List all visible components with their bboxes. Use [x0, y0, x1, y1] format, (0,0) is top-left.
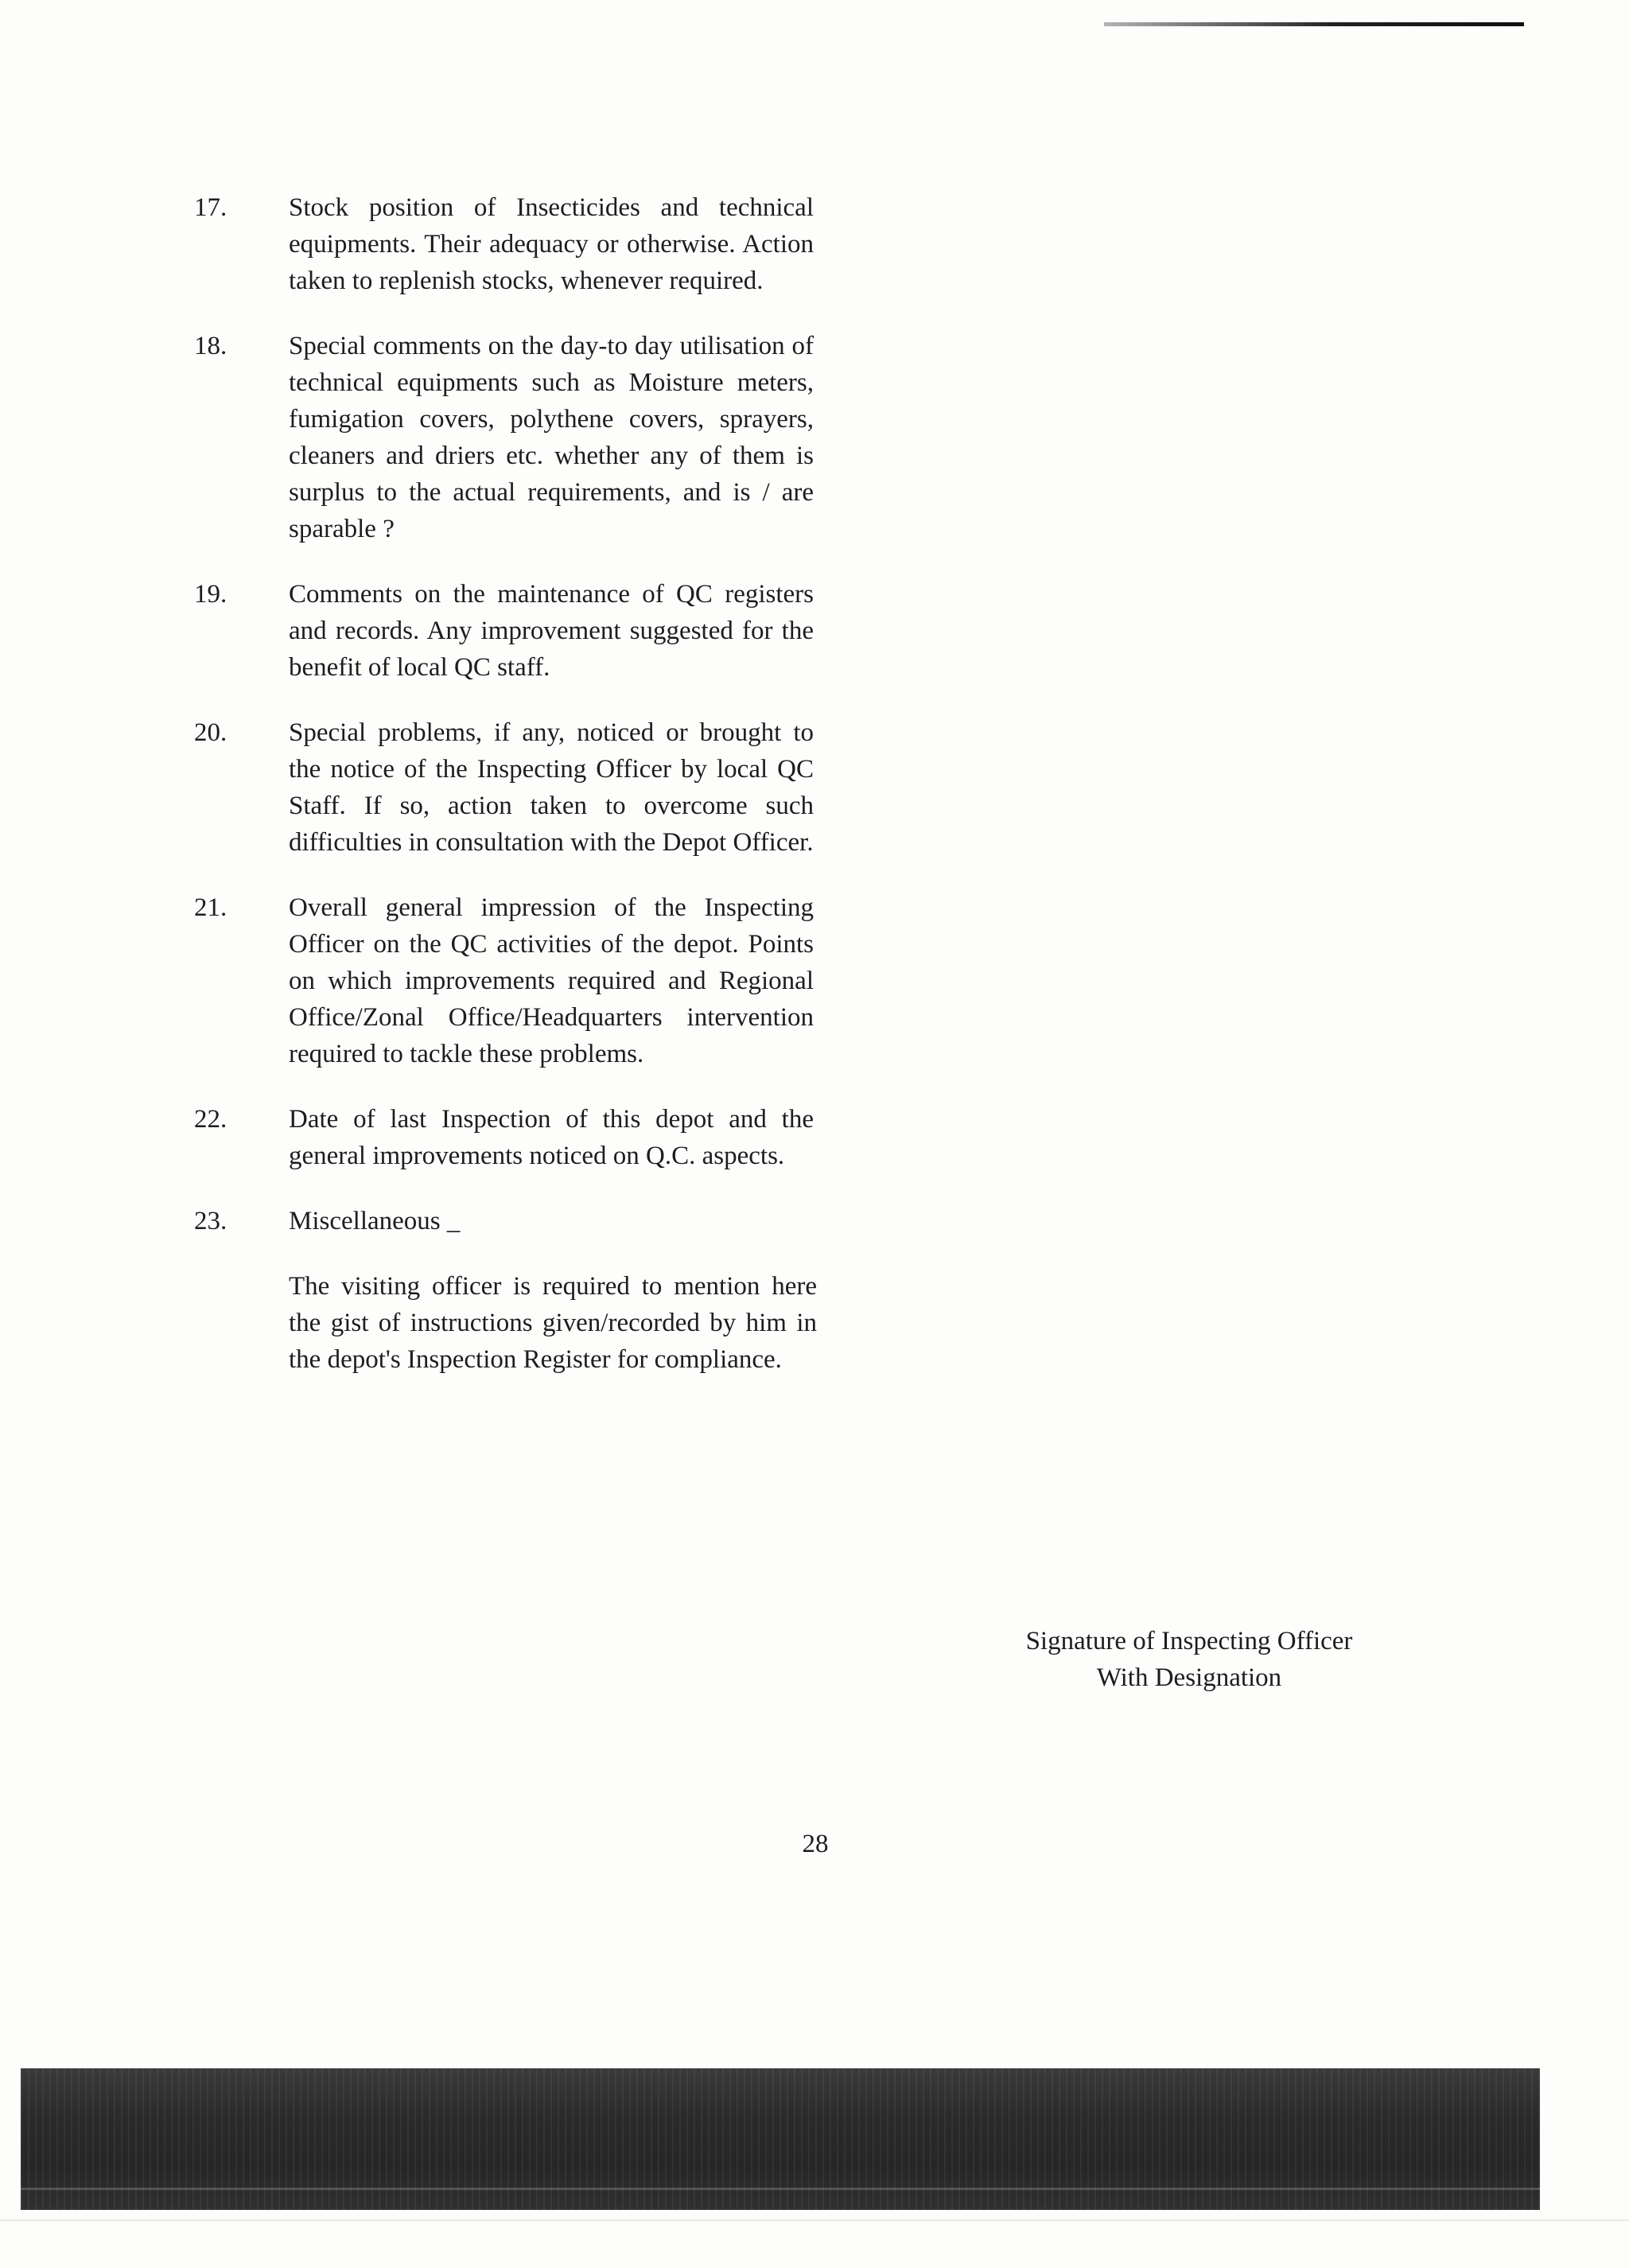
item-number: 19. [194, 580, 227, 609]
signature-line: Signature of Inspecting Officer [1025, 1627, 1353, 1655]
item-text: Stock position of Insecticides and technical equipments. Their adequacy or otherwise. Action taken to replenish stocks, whenever required. [289, 193, 814, 295]
item-text: Comments on the maintenance of QC registers and records. Any improvement suggested for the benefit of local QC staff. [289, 580, 814, 682]
checklist-item [194, 1203, 989, 1378]
checklist-item [194, 576, 989, 686]
item-number: 21. [194, 893, 227, 922]
checklist-item [194, 328, 989, 547]
checklist-item [194, 889, 989, 1072]
item-text: Date of last Inspection of this depot and the general improvements noticed on Q.C. aspects. [289, 1105, 814, 1170]
page-bottom-edge [0, 2219, 1629, 2221]
item-text: Miscellaneous _ [289, 1207, 461, 1235]
item-number: 23. [194, 1207, 227, 1235]
checklist [194, 189, 989, 1378]
miscellaneous-note: The visiting officer is required to mention here the gist of instructions given/recorded by him in the depot's Inspection Register for compliance. [289, 1272, 817, 1374]
page-number: 28 [802, 1830, 829, 1858]
checklist-item [194, 189, 989, 299]
checklist-item [194, 1101, 989, 1174]
signature-block [954, 1623, 1424, 1696]
header-rule [1104, 22, 1524, 26]
checklist-item [194, 714, 989, 861]
item-number: 17. [194, 193, 227, 222]
item-number: 22. [194, 1105, 227, 1134]
designation-line: With Designation [1096, 1663, 1282, 1692]
item-text: Overall general impression of the Inspecting Officer on the QC activities of the depot. Points on which improvements required and Regional Office/Zonal Office/Headquarters intervention required to tackle these problems. [289, 893, 814, 1068]
scan-dark-band [21, 2068, 1540, 2210]
item-number: 20. [194, 718, 227, 747]
item-text: Special comments on the day-to day utilisation of technical equipments such as Moisture meters, fumigation covers, polythene covers, sprayers, cleaners and driers etc. whether any of them is surplus to the actual requirements, and is / are sparable ? [289, 332, 814, 543]
item-number: 18. [194, 332, 227, 360]
item-text: Special problems, if any, noticed or brought to the notice of the Inspecting Officer by local QC Staff. If so, action taken to overcome such difficulties in consultation with the Depot Officer. [289, 718, 814, 857]
